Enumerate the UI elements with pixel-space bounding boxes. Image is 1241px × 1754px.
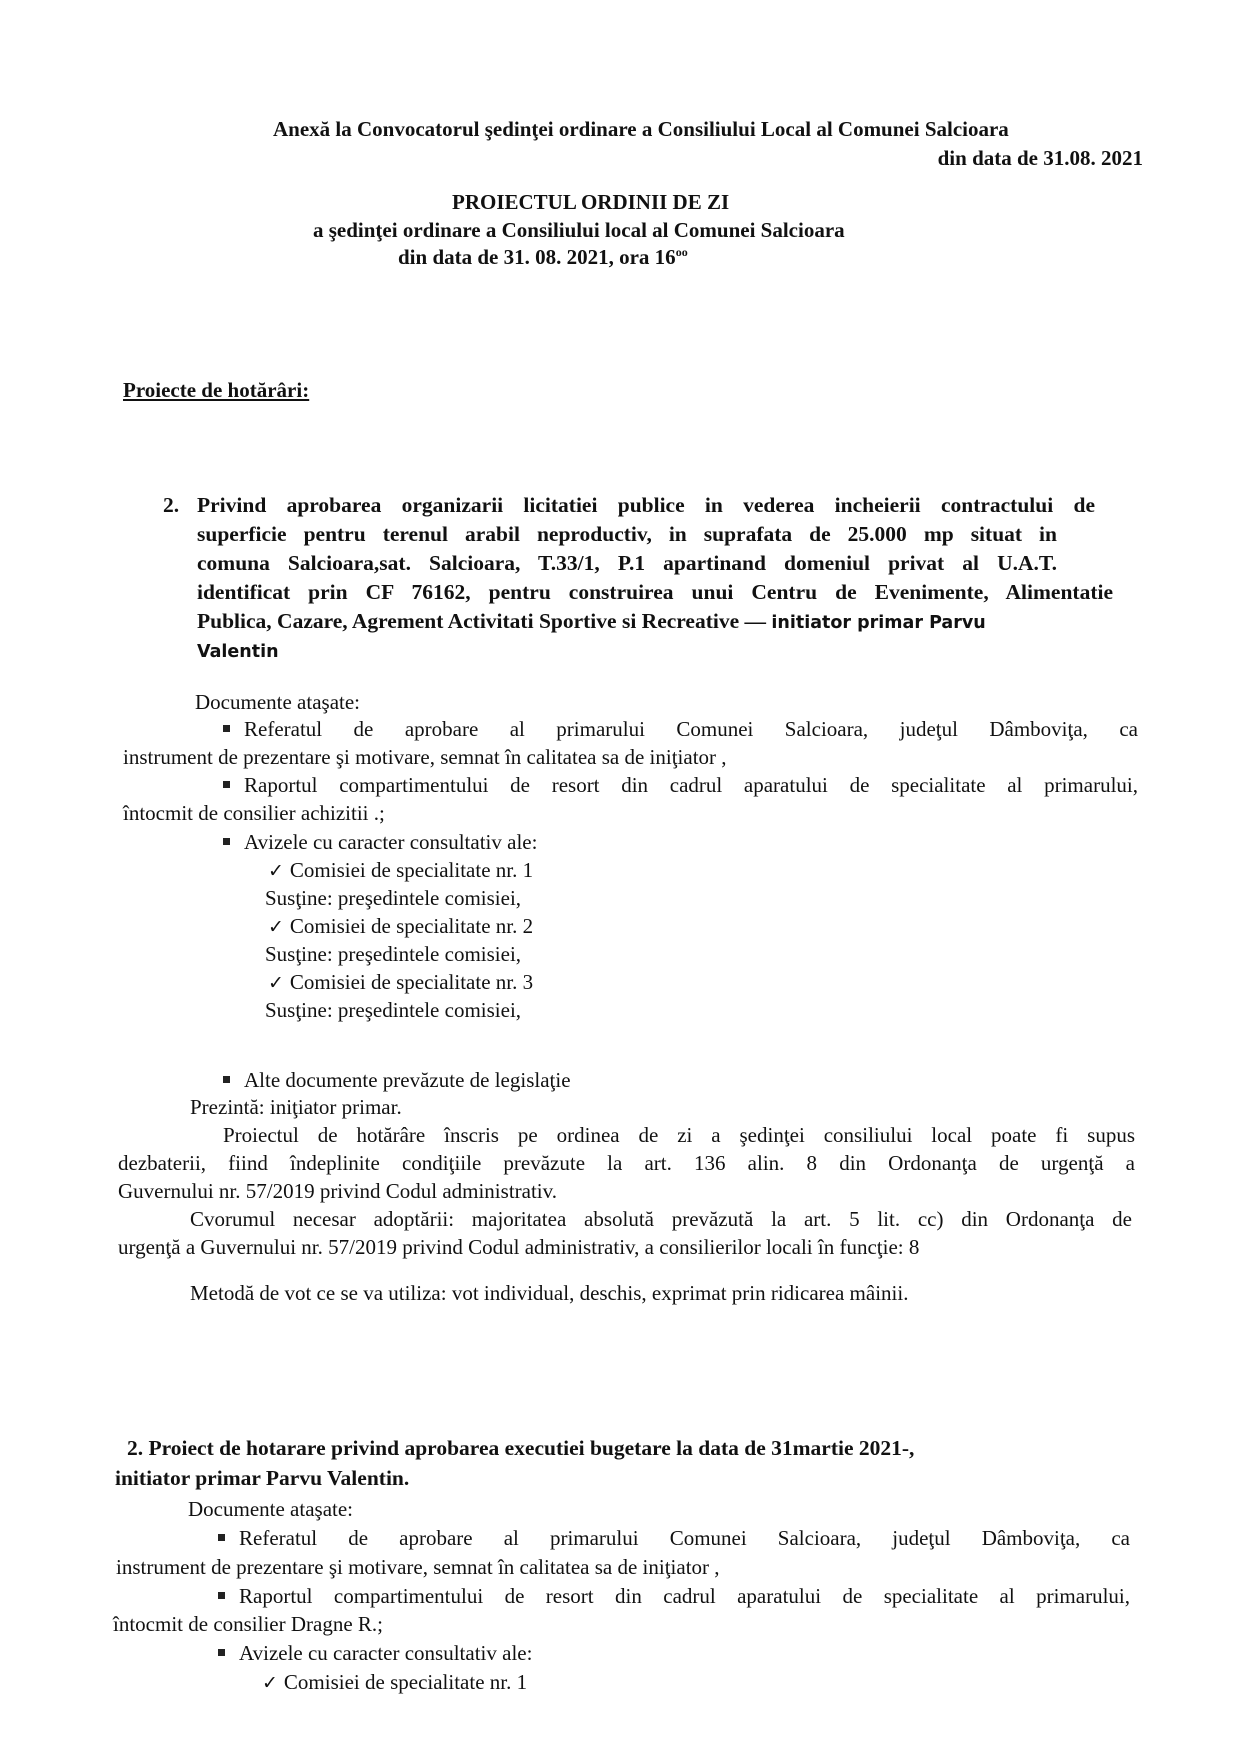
- checkmark-icon: ✓: [268, 916, 284, 938]
- item1-title-line: comuna Salcioara,sat. Salcioara, T.33/1, P.1 apartinand domeniul privat al U.A.T.: [197, 551, 1057, 575]
- item1-doc-referat: Referatul de aprobare al primarului Comunei Salcioara, judeţul Dâmboviţa, ca: [223, 717, 1138, 742]
- bullet-icon: [218, 1534, 225, 1541]
- bullet-icon: [223, 1076, 230, 1083]
- item1-initiator-name: Valentin: [197, 642, 279, 662]
- section-heading: Proiecte de hotărâri:: [123, 378, 310, 402]
- item1-doc-raport-cont: întocmit de consilier achizitii .;: [123, 801, 385, 825]
- item1-metoda: Metodă de vot ce se va utiliza: vot individual, deschis, exprimat prin ridicarea mâinii.: [190, 1281, 909, 1305]
- commission-support: Susţine: preşedintele comisiei,: [265, 886, 522, 910]
- item1-title: [197, 491, 1113, 667]
- item1-docs-label: Documente ataşate:: [195, 690, 361, 714]
- commission-support: Susţine: preşedintele comisiei,: [265, 942, 522, 966]
- commission-item: ✓ Comisiei de specialitate nr. 1: [268, 858, 534, 882]
- item2-doc-raport: Raportul compartimentului de resort din cadrul aparatului de specialitate al primarului,: [218, 1584, 1130, 1609]
- commission-item: ✓ Comisiei de specialitate nr. 1: [262, 1670, 528, 1694]
- bullet-icon: [223, 838, 230, 845]
- item1-proiect-l3: Guvernului nr. 57/2019 privind Codul administrativ.: [118, 1179, 558, 1203]
- item1-title-line: Publica, Cazare, Agrement Activitati Sportive si Recreative —: [197, 609, 772, 633]
- commission-support: Susţine: preşedintele comisiei,: [265, 998, 522, 1022]
- bullet-icon: [223, 781, 230, 788]
- agenda-time-superscript: oo: [675, 245, 688, 259]
- item1-doc-raport: Raportul compartimentului de resort din cadrul aparatului de specialitate al primarului,: [223, 773, 1138, 798]
- item1-doc-referat-cont: instrument de prezentare şi motivare, semnat în calitatea sa de iniţiator ,: [123, 745, 727, 769]
- checkmark-icon: ✓: [262, 1672, 278, 1694]
- annex-line-1: Anexă la Convocatorul şedinţei ordinare a Consiliului Local al Comunei Salcioara: [273, 117, 1009, 141]
- item2-title-l1: 2. Proiect de hotarare privind aprobarea executiei bugetare la data de 31martie 2021-,: [127, 1436, 915, 1460]
- agenda-subtitle-2: [398, 245, 688, 270]
- bullet-icon: [223, 725, 230, 732]
- item1-cvorum-l1: Cvorumul necesar adoptării: majoritatea absolută prevăzută la art. 5 lit. cc) din Ordonanţa de: [190, 1207, 1132, 1231]
- checkmark-icon: ✓: [268, 860, 284, 882]
- commission-item: ✓ Comisiei de specialitate nr. 2: [268, 914, 534, 938]
- item1-title-line: superficie pentru terenul arabil neproductiv, in suprafata de 25.000 mp situat in: [197, 522, 1057, 546]
- agenda-subtitle-1: a şedinţei ordinare a Consiliului local al Comunei Salcioara: [313, 218, 845, 242]
- bullet-icon: [218, 1592, 225, 1599]
- item1-title-line: identificat prin CF 76162, pentru construirea unui Centru de Evenimente, Alimentatie: [197, 580, 1113, 604]
- item1-prezinta: Prezintă: iniţiator primar.: [190, 1095, 402, 1119]
- commission-item: ✓ Comisiei de specialitate nr. 3: [268, 970, 534, 994]
- agenda-title: PROIECTUL ORDINII DE ZI: [452, 190, 730, 214]
- annex-line-2: din data de 31.08. 2021: [937, 146, 1143, 170]
- agenda-date-time: din data de 31. 08. 2021, ora 16: [398, 245, 676, 269]
- item1-proiect-l1: Proiectul de hotărâre înscris pe ordinea de zi a şedinţei consiliului local poate fi supus: [223, 1123, 1135, 1147]
- item2-doc-avize: Avizele cu caracter consultativ ale:: [218, 1641, 532, 1666]
- item2-doc-referat-cont: instrument de prezentare şi motivare, semnat în calitatea sa de iniţiator ,: [116, 1555, 720, 1579]
- item1-number: 2.: [163, 493, 180, 517]
- item1-cvorum-l2: urgenţă a Guvernului nr. 57/2019 privind Codul administrativ, a consilierilor locali în funcţie: 8: [118, 1235, 920, 1259]
- item2-title-l2: initiator primar Parvu Valentin.: [115, 1466, 410, 1490]
- checkmark-icon: ✓: [268, 972, 284, 994]
- item1-title-line: Privind aprobarea organizarii licitatiei publice in vederea incheierii contractului de: [197, 493, 1095, 517]
- item1-title-line-last: [197, 607, 1097, 638]
- item1-doc-avize: Avizele cu caracter consultativ ale:: [223, 830, 537, 855]
- item2-doc-referat: Referatul de aprobare al primarului Comunei Salcioara, judeţul Dâmboviţa, ca: [218, 1526, 1130, 1551]
- item2-doc-raport-cont: întocmit de consilier Dragne R.;: [113, 1612, 384, 1636]
- item2-docs-label: Documente ataşate:: [188, 1497, 354, 1521]
- item1-proiect-l2: dezbaterii, fiind îndeplinite condiţiile prevăzute la art. 136 alin. 8 din Ordonanţa de urgenţă a: [118, 1151, 1135, 1175]
- item1-initiator: initiator primar Parvu: [771, 613, 986, 633]
- item1-doc-alte: Alte documente prevăzute de legislaţie: [223, 1068, 571, 1093]
- bullet-icon: [218, 1649, 225, 1656]
